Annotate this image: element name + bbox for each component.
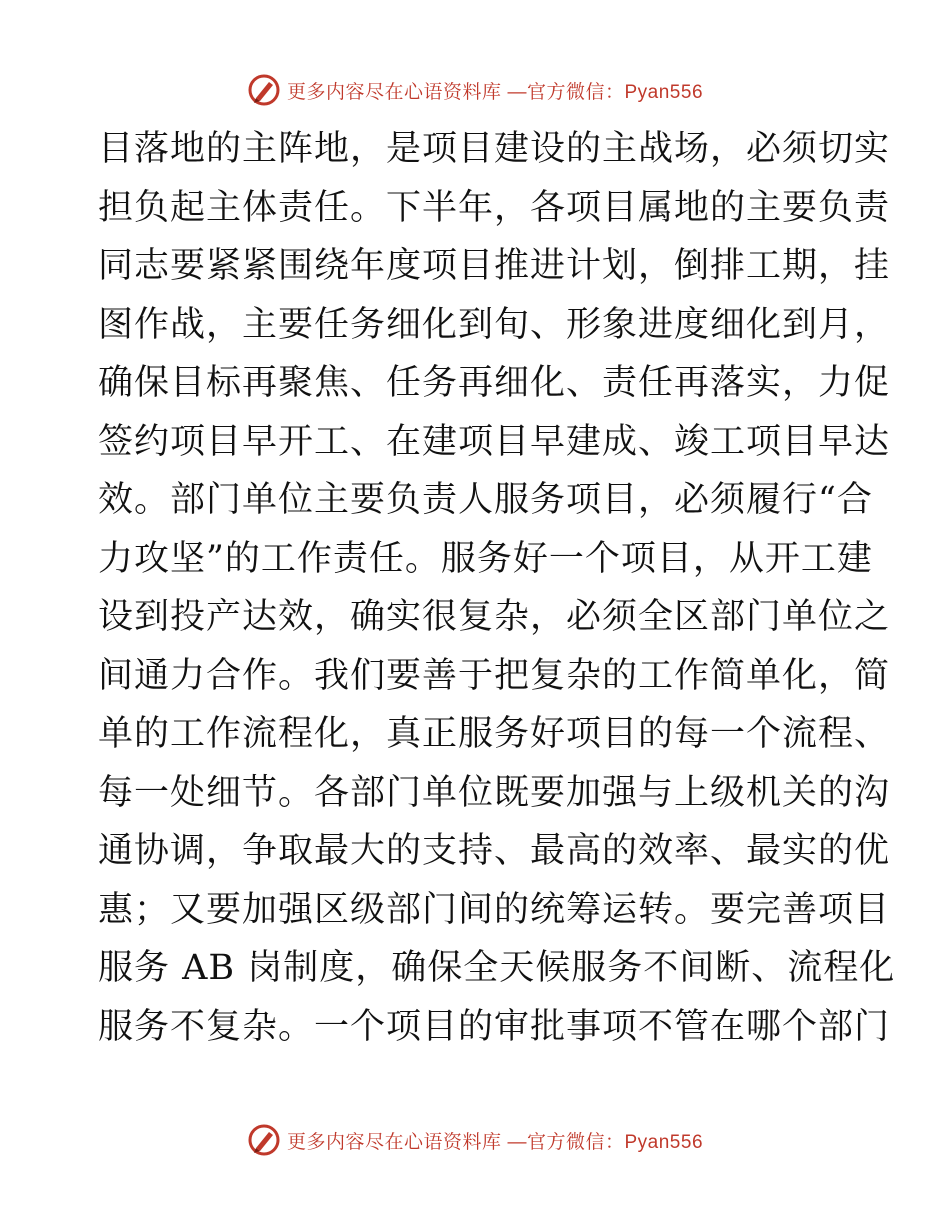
pen-logo-icon bbox=[247, 1123, 281, 1157]
watermark-brand-text: 更多内容尽在心语资料库 bbox=[286, 1130, 502, 1153]
paragraph-line: 每一处细节。各部门单位既要加强与上级机关的沟 bbox=[98, 772, 891, 813]
paragraph-line: 图作战，主要任务细化到旬、形象进度细化到月， bbox=[98, 304, 891, 345]
pen-logo-icon bbox=[247, 73, 281, 107]
watermark-contact-text: —官方微信：Pyan556 bbox=[507, 1131, 704, 1153]
paragraph-line: 惠；又要加强区级部门间的统筹运转。要完善项目 bbox=[98, 889, 891, 930]
paragraph-line: 确保目标再聚焦、任务再细化、责任再落实，力促 bbox=[98, 363, 891, 403]
paragraph-line: 通协调，争取最大的支持、最高的效率、最实的优 bbox=[98, 831, 891, 871]
paragraph-line: 力攻坚”的工作责任。服务好一个项目，从开工建 bbox=[98, 538, 873, 579]
watermark-contact-text: —官方微信：Pyan556 bbox=[507, 81, 704, 103]
document-body bbox=[98, 120, 896, 1056]
header-watermark bbox=[0, 70, 950, 110]
paragraph-line: 签约项目早开工、在建项目早建成、竣工项目早达 bbox=[98, 421, 891, 462]
paragraph-line: 效。部门单位主要负责人服务项目，必须履行“合 bbox=[98, 480, 873, 520]
paragraph-line: 设到投产达效，确实很复杂，必须全区部门单位之 bbox=[98, 597, 891, 637]
paragraph-line: 目落地的主阵地，是项目建设的主战场，必须切实 bbox=[98, 129, 891, 169]
paragraph-line: 同志要紧紧围绕年度项目推进计划，倒排工期，挂 bbox=[98, 246, 891, 286]
footer-watermark bbox=[0, 1120, 950, 1160]
paragraph-line: 间通力合作。我们要善于把复杂的工作简单化，简 bbox=[98, 655, 891, 696]
paragraph-line: 担负起主体责任。下半年，各项目属地的主要负责 bbox=[98, 187, 891, 228]
paragraph-line: 服务不复杂。一个项目的审批事项不管在哪个部门 bbox=[98, 1006, 891, 1047]
watermark-brand-text: 更多内容尽在心语资料库 bbox=[286, 80, 502, 103]
paragraph-line: 服务 AB 岗制度，确保全天候服务不间断、流程化 bbox=[98, 948, 896, 988]
paragraph-line: 单的工作流程化，真正服务好项目的每一个流程、 bbox=[98, 714, 891, 754]
